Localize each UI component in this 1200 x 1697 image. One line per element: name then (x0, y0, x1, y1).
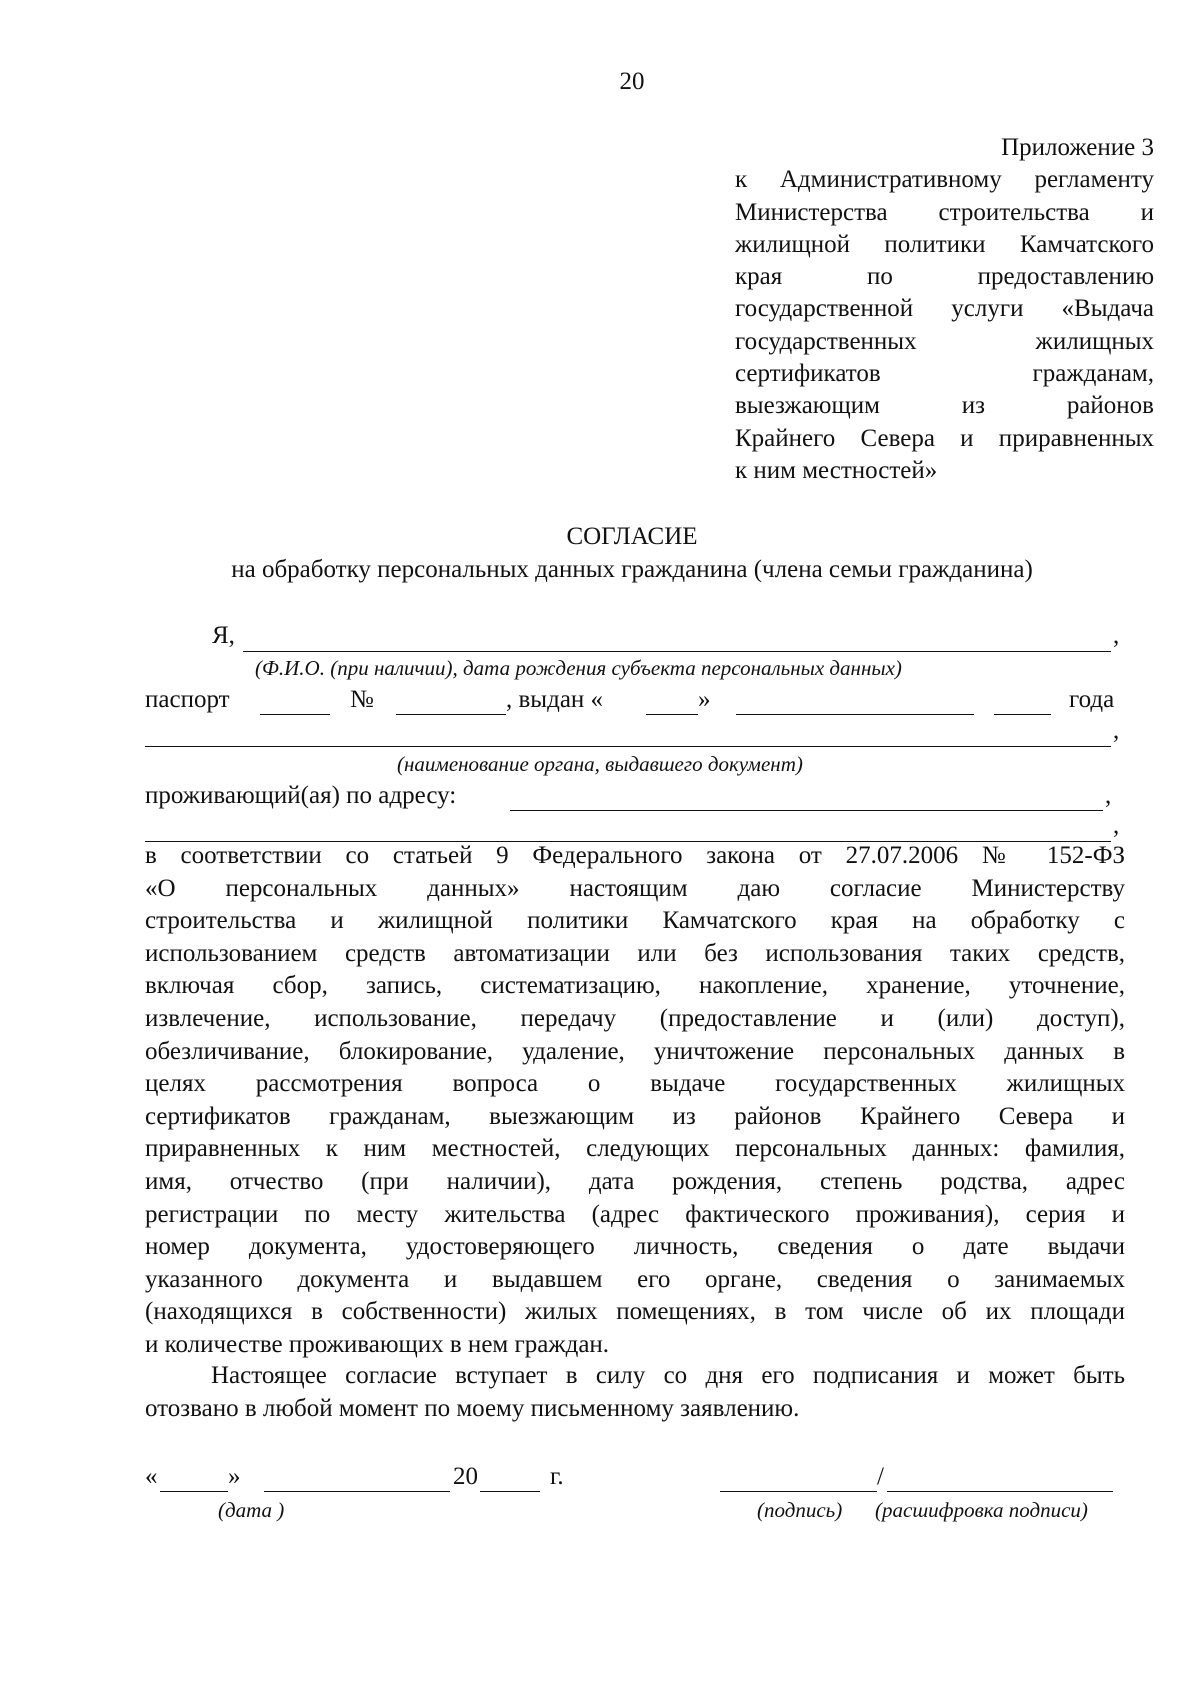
issue-year-field[interactable] (994, 714, 1051, 715)
document-subtitle: на обработку персональных данных гражданина (члена семьи гражданина) (231, 556, 1033, 583)
appendix-block (735, 132, 1154, 487)
body-line: целях рассмотрения вопроса о выдаче государственных жилищных (145, 1070, 1125, 1098)
address-label: проживающий(ая) по адресу: (145, 782, 457, 809)
comma: , (1113, 622, 1120, 649)
page-number: 20 (619, 68, 645, 95)
number-sign: № (350, 686, 374, 713)
date-caption: (дата ) (218, 1498, 285, 1522)
sign-month-field[interactable] (264, 1491, 450, 1492)
appendix-line: государственной услуги «Выдача (735, 295, 1154, 323)
body-line: извлечение, использование, передачу (предоставление и (или) доступ), (145, 1004, 1125, 1032)
body-line: имя, отчество (при наличии), дата рождения, степень родства, адрес (145, 1167, 1125, 1195)
passport-number-field[interactable] (396, 714, 506, 715)
appendix-line: государственных жилищных (735, 327, 1154, 355)
appendix-line: Крайнего Севера и приравненных (735, 424, 1154, 452)
signature-caption: (подпись) (757, 1498, 843, 1522)
slash: / (877, 1463, 884, 1490)
body-line: «О персональных данных» настоящим даю согласие Министерству (145, 874, 1125, 902)
appendix-line: жилищной политики Камчатского (735, 230, 1154, 258)
body-line: обезличивание, блокирование, удаление, уничтожение персональных данных в (145, 1037, 1125, 1065)
year-prefix: 20 (453, 1463, 478, 1490)
consent-body (145, 840, 1125, 1362)
comma: , (1113, 812, 1120, 839)
comma: , (1105, 782, 1112, 809)
ya-label: Я, (212, 622, 235, 649)
issuer-field[interactable] (145, 746, 1111, 747)
body-line: (находящихся в собственности) жилых помещениях, в том числе об их площади (145, 1298, 1125, 1326)
body-line: строительства и жилищной политики Камчатского края на обработку с (145, 907, 1125, 935)
fio-caption: (Ф.И.О. (при наличии), дата рождения субъекта персональных данных) (255, 656, 902, 680)
sign-day-field[interactable] (160, 1491, 228, 1492)
document-title: СОГЛАСИЕ (566, 523, 698, 550)
body-line: использованием средств автоматизации или без использования таких средств, (145, 939, 1125, 967)
close-quote: » (228, 1463, 241, 1490)
body-line: приравненных к ним местностей, следующих персональных данных: фамилия, (145, 1135, 1125, 1163)
issue-month-field[interactable] (736, 714, 974, 715)
close-quote: » (698, 686, 711, 713)
issue-day-field[interactable] (646, 714, 698, 715)
passport-series-field[interactable] (260, 714, 330, 715)
signature-decoding-field[interactable] (887, 1491, 1113, 1492)
sign-year-field[interactable] (480, 1491, 540, 1492)
body-line: номер документа, удостоверяющего личность, сведения о дате выдачи (145, 1233, 1125, 1261)
issuer-caption: (наименование органа, выдавшего документ) (397, 752, 803, 776)
appendix-line: Приложение 3 (1001, 134, 1154, 161)
validity-paragraph (145, 1360, 1125, 1425)
year-suffix: г. (550, 1463, 564, 1490)
appendix-line: края по предоставлению (735, 263, 1154, 291)
body-line: сертификатов гражданам, выезжающим из районов Крайнего Севера и (145, 1102, 1125, 1130)
address-field[interactable] (510, 810, 1103, 811)
comma: , (1113, 717, 1120, 744)
fio-field[interactable] (243, 651, 1111, 652)
body-line: и количестве проживающих в нем граждан. (145, 1330, 610, 1358)
signature-field[interactable] (720, 1491, 877, 1492)
decoding-caption: (расшифровка подписи) (875, 1498, 1088, 1522)
appendix-line: к Административному регламенту (735, 166, 1154, 194)
body-line: в соответствии со статьей 9 Федерального закона от 27.07.2006 № 152-ФЗ (145, 842, 1125, 869)
year-label: года (1069, 686, 1115, 713)
body-line: регистрации по месту жительства (адрес фактического проживания), серия и (145, 1200, 1125, 1228)
appendix-line: к ним местностей» (735, 456, 938, 484)
validity-line: Настоящее согласие вступает в силу со дня его подписания и может быть (211, 1362, 1125, 1389)
open-quote: « (145, 1463, 158, 1490)
issued-label: , выдан « (506, 686, 604, 713)
validity-line: отозвано в любой момент по моему письменному заявлению. (145, 1394, 800, 1422)
appendix-line: сертификатов гражданам, (735, 360, 1154, 388)
appendix-line: Министерства строительства и (735, 198, 1154, 226)
body-line: указанного документа и выдавшем его органе, сведения о занимаемых (145, 1265, 1125, 1293)
appendix-line: выезжающим из районов (735, 392, 1154, 420)
body-line: включая сбор, запись, систематизацию, накопление, хранение, уточнение, (145, 972, 1125, 1000)
passport-label: паспорт (145, 686, 230, 713)
